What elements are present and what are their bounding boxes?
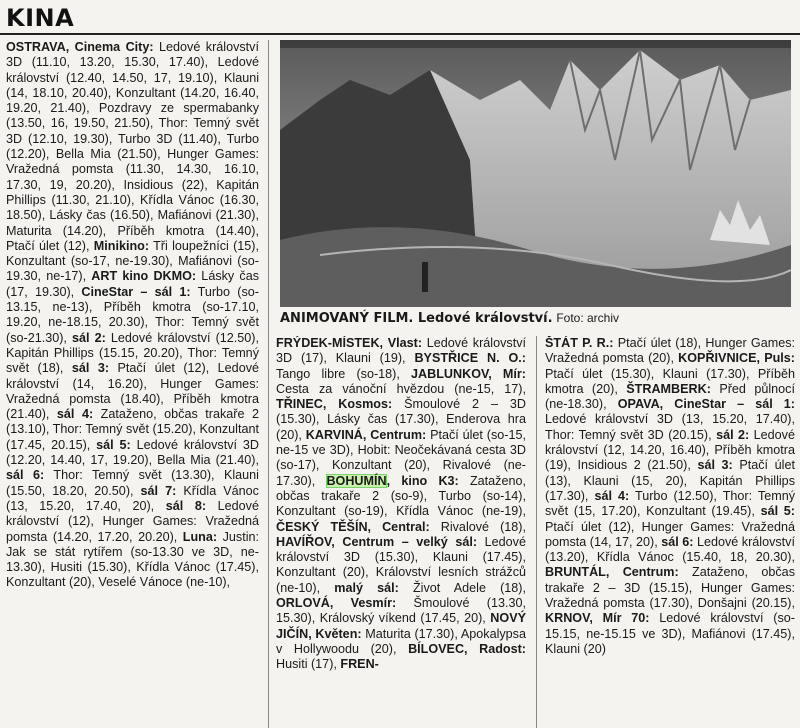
listings-column-3 <box>545 336 795 728</box>
listing-text: Zataženo, občas trakaře 2 (13.10), Thor: Temný svět (15.20), Konzultant (17.45, 20.15), <box>6 407 259 452</box>
listing-text: Ledové království (12, 14.20, 16.40), Příběh kmotra (19), Insidious 2 (21.50), <box>545 427 795 473</box>
listing-text: Ptačí úlet (12), Ledové království (14, 16.20), Hunger Games: Vražedná pomsta (18.40), Příběh kmotra (21.40), <box>6 361 259 422</box>
frozen-landscape-illustration <box>280 40 791 307</box>
section-title: KINA <box>6 4 75 32</box>
listing-text: Husiti (17), <box>276 657 341 672</box>
listing-text: Ledové království 3D (11.10, 13.20, 15.30, 17.40), Ledové království (12.40, 14.50, 17, 19.10), Klauni (14, 18.10, 20.40), Konzultant (14.20, 16.40, 19.20, 21.40), Pozdravy ze spermabanky (13.50, 16, 19.50, 21.50), Thor: Temný svět 3D (12.10, 19.30), Turbo 3D (11.40), Turbo (12.20), Bella Mia (21.50), Hunger Games: Vražedná pomsta (11.30, 14.30, 16.10, 17.30, 19, 20.20), Insidious (22), Kapitán Phillips (11.30, 21.10), Křídla Vánoc (16.30, 18.50), Lásky čas (16.50), Mafiánovi (21.30), Maturita (14.20), Příběh kmotra (14.40), Ptačí úlet (12), <box>6 40 259 253</box>
venue-name: BRUNTÁL, Centrum: <box>545 565 679 580</box>
header-divider <box>0 33 800 35</box>
venue-name: HAVÍŘOV, Centrum – velký sál: <box>276 534 478 549</box>
listing-text: Maturita (17.30), Apokalypsa v Hollywoodu (20), <box>276 626 526 656</box>
listing-text: Zataženo, občas trakaře 2 – 3D (15.15), Hunger Games: Vražedná pomsta (17.30), Donšajni (20.15), <box>545 565 795 611</box>
listing-text: Ledové království 3D (17), Klauni (19), <box>276 336 526 366</box>
listing-text: Cesta za vánoční hvězdou (ne-15, 17), <box>276 381 526 396</box>
movie-still-photo <box>280 40 791 307</box>
listing-text: Ledové království 3D (15.30), Klauni (17.45), Konzultant (20), Království lesních strážců (ne-10), <box>276 534 526 595</box>
listing-text: Ledové království 3D (12.20, 14.40, 17, 19.20), Bella Mia (21.40), <box>6 437 259 468</box>
venue-name: sál 3: <box>697 458 733 473</box>
venue-name: sál 5: <box>760 504 795 519</box>
listing-text: Ptačí úlet (15.30), Klauni (17.30), Příběh kmotra (20), <box>545 366 795 396</box>
venue-name: Minikino: <box>93 238 150 253</box>
venue-name: OSTRAVA, Cinema City: <box>6 40 154 54</box>
highlighted-town-name: BOHUMÍN <box>326 473 387 488</box>
listing-text: Turbo (so-13.15, ne-13), Příběh kmotra (so-17.10, 19.20, ne-18.15, 20.30), Thor: Temný svět (so-21.30), <box>6 284 259 345</box>
listing-text: Turbo (12.50), Thor: Temný svět (15, 17.20), Konzultant (19.45), <box>545 488 795 519</box>
venue-name: sál 3: <box>71 361 110 376</box>
listing-text: Ledové království (so-15.15, ne-15.15 ve 3D), Mafiánovi (17.45), Klauni (20) <box>545 611 795 656</box>
photo-caption <box>280 309 795 328</box>
caption-credit: Foto: archiv <box>556 311 620 325</box>
listing-text: Lásky čas (17, 19.30), <box>6 269 259 299</box>
listing-text: Šmoulové (13.30, 15.30), Královský víkend (17.45, 20), <box>276 596 526 626</box>
venue-name: OPAVA, CineStar – sál 1: <box>617 397 795 412</box>
listing-text: Justin: Jak se stát rytířem (so-13.30 ve 3D, ne-13.30), Husiti (15.30), Křídla Vánoc (17.45), Konzultant (20), Veselé Vánoce (ne-10), <box>6 529 259 590</box>
venue-name: KOPŘIVNICE, Puls: <box>678 351 795 366</box>
listing-text: Ledové království 3D (13, 15.20, 17.40), Thor: Temný svět 3D (20.15), <box>545 412 795 442</box>
section-header <box>0 0 800 36</box>
listing-text: Rivalové (18), <box>429 519 526 534</box>
venue-name: sál 7: <box>140 483 177 498</box>
listing-text: Ptačí úlet (13), Klauni (15, 20), Kapitán Phillips (17.30), <box>545 458 795 503</box>
column-divider <box>268 40 269 728</box>
venue-name: NOVÝ JIČÍN, Květen: <box>276 611 526 641</box>
listing-text: Ledové království (12), Hunger Games: Vražedná pomsta (14.20, 17.20, 20.20), <box>6 498 259 544</box>
venue-name: FRÝDEK-MÍSTEK, Vlast: <box>276 336 423 350</box>
listing-text: Ledové království (12.50), Kapitán Phillips (15.15, 20.20), Thor: Temný svět (18), <box>6 330 259 376</box>
venue-name: KARVINÁ, Centrum: <box>305 427 427 442</box>
listing-text: Ledové království (13.20), Křídla Vánoc (15.40, 18, 20.30), <box>545 534 795 565</box>
listing-text: Tři loupežníci (15), Konzultant (so-17, ne-19.30), Mafiánovi (so-19.30, ne-17), <box>6 238 259 284</box>
venue-name: TŘINEC, Kosmos: <box>276 397 393 412</box>
venue-name: KRNOV, Mír 70: <box>545 611 650 626</box>
venue-name: BYSTŘICE N. O.: <box>414 351 526 366</box>
listing-text: Tango libre (so-18), <box>276 366 412 381</box>
listing-text: Ptačí úlet (so-15, ne-15 ve 3D), Hobit: Neočekávaná cesta 3D (so-17), Konzultant (20), Rivalové (ne-17.30), <box>276 427 526 488</box>
venue-name: JABLUNKOV, Mír: <box>411 366 526 381</box>
listing-text: Thor: Temný svět (13.30), Klauni (15.50, 18.20, 20.50), <box>6 468 259 498</box>
listing-text: Zataženo, občas trakaře 2 (so-9), Turbo (so-14), Konzultant (so-19), Křídla Vánoc (ne-19), <box>276 473 526 519</box>
venue-name: FREN- <box>340 657 379 672</box>
venue-name: sál 4: <box>56 407 94 422</box>
caption-title: ANIMOVANÝ FILM. Ledové království. <box>280 311 553 326</box>
listing-text: Šmoulové 2 – 3D (15.30), Lásky čas (17.30), Enderova hra (20), <box>276 397 526 442</box>
venue-name: sál 5: <box>96 437 131 452</box>
listing-text: Ptačí úlet (18), Hunger Games: Vražedná pomsta (20), <box>545 336 795 366</box>
listings-column-1 <box>6 40 259 728</box>
venue-name: sál 6: <box>661 534 694 549</box>
venue-name: sál 2: <box>72 330 106 345</box>
listing-text: Před půlnocí (ne-18.30), <box>545 381 795 412</box>
listing-text: Ptačí úlet (12), Hunger Games: Vražedná pomsta (14, 17, 20), <box>545 519 795 549</box>
venue-name: sál 4: <box>594 488 630 503</box>
listing-text: Život Adele (18), <box>398 580 526 595</box>
venue-name: CineStar – sál 1: <box>81 284 191 299</box>
listing-text: Křídla Vánoc (13, 15.20, 17.40, 20), <box>6 483 259 513</box>
venue-name: ŠTÁT P. R.: <box>545 336 614 350</box>
venue-name: Luna: <box>182 529 218 544</box>
venue-name: ART kino DKMO: <box>91 269 197 284</box>
venue-name: sál 8: <box>165 498 207 513</box>
venue-name: , kino K3: <box>386 473 459 488</box>
venue-name: ORLOVÁ, Vesmír: <box>276 596 397 611</box>
listings-column-2 <box>276 336 526 728</box>
venue-name: sál 2: <box>716 427 750 442</box>
venue-name: BÍLOVEC, Radost: <box>408 641 526 656</box>
venue-name: ČESKÝ TĚŠÍN, Central: <box>276 519 430 534</box>
column-divider <box>536 336 537 728</box>
venue-name: sál 6: <box>6 468 45 483</box>
venue-name: ŠTRAMBERK: <box>626 381 711 396</box>
venue-name: malý sál: <box>334 580 399 595</box>
